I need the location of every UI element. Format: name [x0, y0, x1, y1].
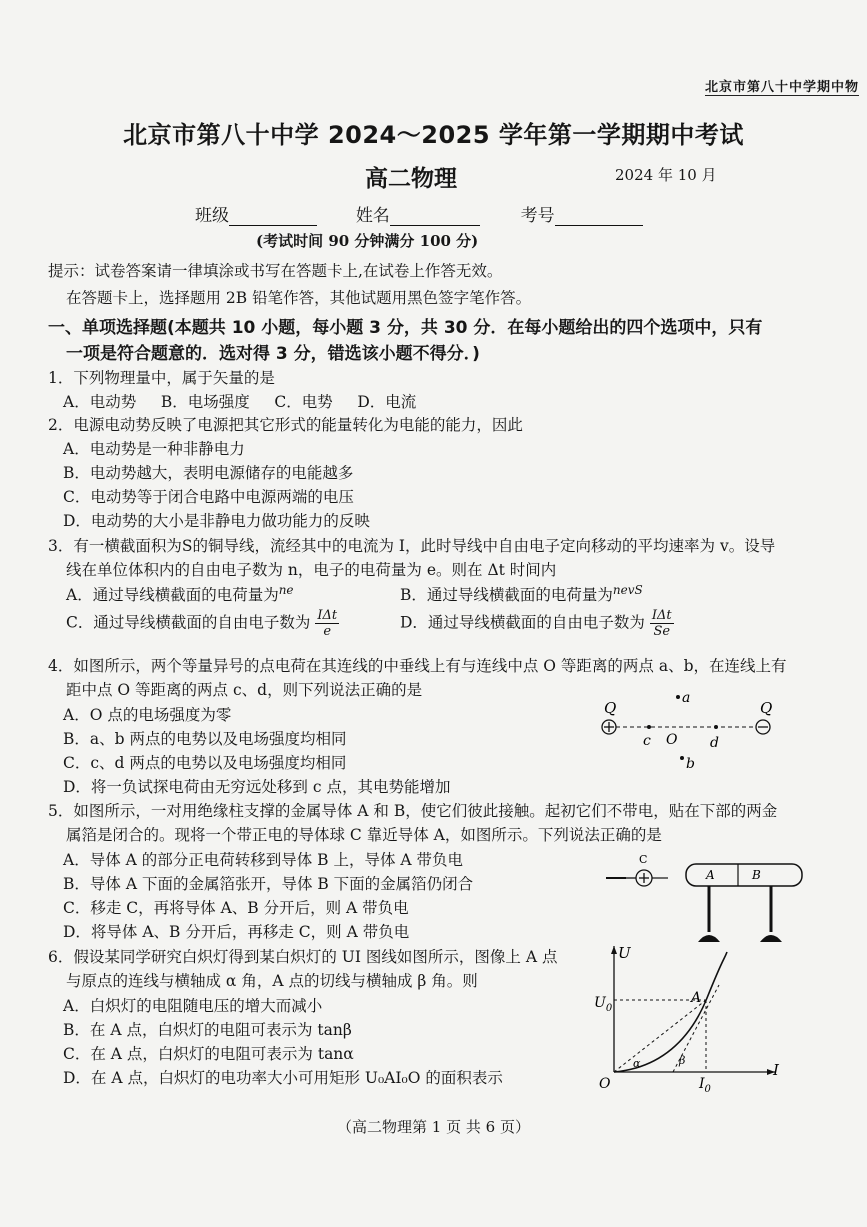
point-a-dot [676, 695, 680, 699]
number-blank[interactable] [555, 207, 643, 226]
chord-line [614, 1000, 706, 1072]
q5-option-d: D．将导体 A、B 分开后，再移走 C，则 A 带负电 [63, 923, 410, 941]
beta-label: β [679, 1054, 686, 1067]
q5-stem-line-2: 属箔是闭合的。现将一个带正电的导体球 C 靠近导体 A，如图所示。下列说法正确的是 [66, 826, 662, 844]
exam-title: 北京市第八十中学 2024～2025 学年第一学期期中考试 [123, 121, 744, 149]
point-a-label: A [691, 990, 702, 1006]
i0-label: $I_0$ [699, 1076, 711, 1095]
fraction-numerator: IΔt [317, 608, 338, 623]
q3-stem-line-1: 3．有一横截面积为S的铜导线，流经其中的电流为 I，此时导线中自由电子定向移动的平均速率为 v。设导 [48, 537, 776, 555]
origin-label: O [599, 1076, 611, 1092]
conductor-b-label: B [752, 868, 761, 882]
q3-stem-line-2: 线在单位体积内的自由电子数为 n，电子的电荷量为 e。则在 Δt 时间内 [66, 561, 557, 579]
q6-option-b: B．在 A 点，白炽灯的电阻可表示为 tanβ [63, 1021, 352, 1039]
name-blank[interactable] [390, 207, 480, 226]
q3-option-d-text: D．通过导线横截面的自由电子数为 [400, 613, 645, 632]
corner-header: 北京市第八十中学期中物 [705, 76, 859, 96]
q3-option-a-text: A．通过导线横截面的电荷量为 [66, 586, 279, 605]
note-line-1: 提示：试卷答案请一律填涂或书写在答题卡上,在试卷上作答无效。 [48, 262, 503, 280]
fraction-denominator: e [323, 624, 332, 639]
q3-option-b-expr: nevS [612, 583, 643, 597]
q4-stem-line-1: 4．如图所示，两个等量异号的点电荷在其连线的中垂线上有与连线中点 O 等距离的两点 a、b，在连线上有 [48, 657, 787, 675]
conductor-ab-body [686, 864, 802, 886]
q1-stem: 1．下列物理量中，属于矢量的是 [48, 369, 275, 387]
q4-option-d: D．将一负试探电荷由无穷远处移到 c 点，其电势能增加 [63, 778, 451, 796]
q4-option-b: B．a、b 两点的电势以及电场强度均相同 [63, 730, 347, 748]
q2-stem: 2．电源电动势反映了电源把其它形式的能量转化为电能的能力，因此 [48, 416, 523, 434]
q2-option-c: C．电动势等于闭合电路中电源两端的电压 [63, 488, 354, 506]
section-heading-line-1: 一、单项选择题(本题共 10 小题，每小题 3 分，共 30 分．在每小题给出的四个选项中，只有 [48, 318, 763, 338]
u0-label: $U_0$ [594, 995, 613, 1014]
fraction-numerator: IΔt [651, 608, 672, 623]
fraction-denominator: Se [653, 624, 671, 639]
charge-right-label: Q [760, 699, 773, 717]
exam-date: 2024 年 10 月 [615, 166, 717, 184]
q2-option-a: A．电动势是一种非静电力 [63, 440, 245, 458]
q3-option-c-fraction [315, 608, 339, 639]
q4-option-a: A．O 点的电场强度为零 [63, 706, 232, 724]
sphere-c-label: C [639, 853, 648, 866]
point-b-dot [680, 756, 684, 760]
q3-option-b-text: B．通过导线横截面的电荷量为 [400, 586, 613, 605]
class-label: 班级 [195, 206, 229, 226]
q6-figure-ui-graph [585, 940, 795, 1095]
charge-left-label: Q [604, 699, 617, 717]
note-line-2: 在答题卡上，选择题用 2B 铅笔作答，其他试题用黑色签字笔作答。 [66, 289, 532, 307]
q6-option-c: C．在 A 点，白炽灯的电阻可表示为 tanα [63, 1045, 354, 1063]
subject-title: 高二物理 [365, 166, 457, 192]
point-c-label: c [643, 733, 651, 749]
q6-stem-line-1: 6．假设某同学研究白炽灯得到某白炽灯的 UI 图线如图所示，图像上 A 点 [48, 948, 558, 966]
q3-option-a-expr: ne [278, 583, 294, 597]
q6-option-a: A．白炽灯的电阻随电压的增大而减小 [63, 997, 323, 1015]
q4-stem-line-2: 距中点 O 等距离的两点 c、d，则下列说法正确的是 [66, 681, 423, 699]
q3-option-c-text: C．通过导线横截面的自由电子数为 [66, 613, 311, 632]
q3-option-c [66, 608, 339, 639]
point-d-dot [714, 725, 718, 729]
q2-option-b: B．电动势越大，表明电源储存的电能越多 [63, 464, 354, 482]
class-blank[interactable] [229, 207, 317, 226]
q4-figure-charges [590, 680, 790, 780]
q2-option-d: D．电动势的大小是非静电力做功能力的反映 [63, 512, 370, 530]
time-info: (考试时间 90 分钟满分 100 分) [256, 232, 479, 250]
q3-option-b [400, 583, 643, 605]
i-axis-label: I [773, 1061, 779, 1079]
alpha-label: α [633, 1057, 641, 1070]
q6-option-d: D．在 A 点，白炽灯的电功率大小可用矩形 U₀AI₀O 的面积表示 [63, 1069, 503, 1087]
q3-option-a [66, 583, 294, 605]
q1-options: A．电动势 B．电场强度 C．电势 D．电流 [63, 393, 417, 411]
q5-option-b: B．导体 A 下面的金属箔张开，导体 B 下面的金属箔仍闭合 [63, 875, 474, 893]
point-a-label: a [682, 690, 691, 706]
number-label: 考号 [520, 206, 555, 226]
u-axis-label: U [618, 944, 631, 962]
q5-option-a: A．导体 A 的部分正电荷转移到导体 B 上，导体 A 带负电 [63, 851, 464, 869]
page-footer: （高二物理第 1 页 共 6 页） [337, 1118, 530, 1136]
q5-figure-conductors [598, 850, 813, 948]
q5-stem-line-1: 5．如图所示，一对用绝缘柱支撑的金属导体 A 和 B，使它们彼此接触。起初它们不带电，贴在下部的两金 [48, 802, 778, 820]
q4-option-c: C．c、d 两点的电势以及电场强度均相同 [63, 754, 347, 772]
q3-option-d [400, 608, 674, 639]
point-o-label: O [666, 732, 678, 748]
q5-option-c: C．移走 C，再将导体 A、B 分开后，则 A 带负电 [63, 899, 409, 917]
student-info-fields [195, 201, 643, 226]
section-heading-line-2: 一项是符合题意的．选对得 3 分，错选该小题不得分．) [66, 344, 480, 364]
q3-option-d-fraction [650, 608, 674, 639]
point-b-label: b [686, 756, 695, 772]
name-label: 姓名 [355, 206, 390, 226]
point-c-dot [647, 725, 651, 729]
q6-stem-line-2: 与原点的连线与横轴成 α 角，A 点的切线与横轴成 β 角。则 [66, 972, 478, 990]
point-d-label: d [710, 735, 719, 751]
conductor-a-label: A [706, 868, 715, 882]
ui-curve [614, 952, 727, 1072]
